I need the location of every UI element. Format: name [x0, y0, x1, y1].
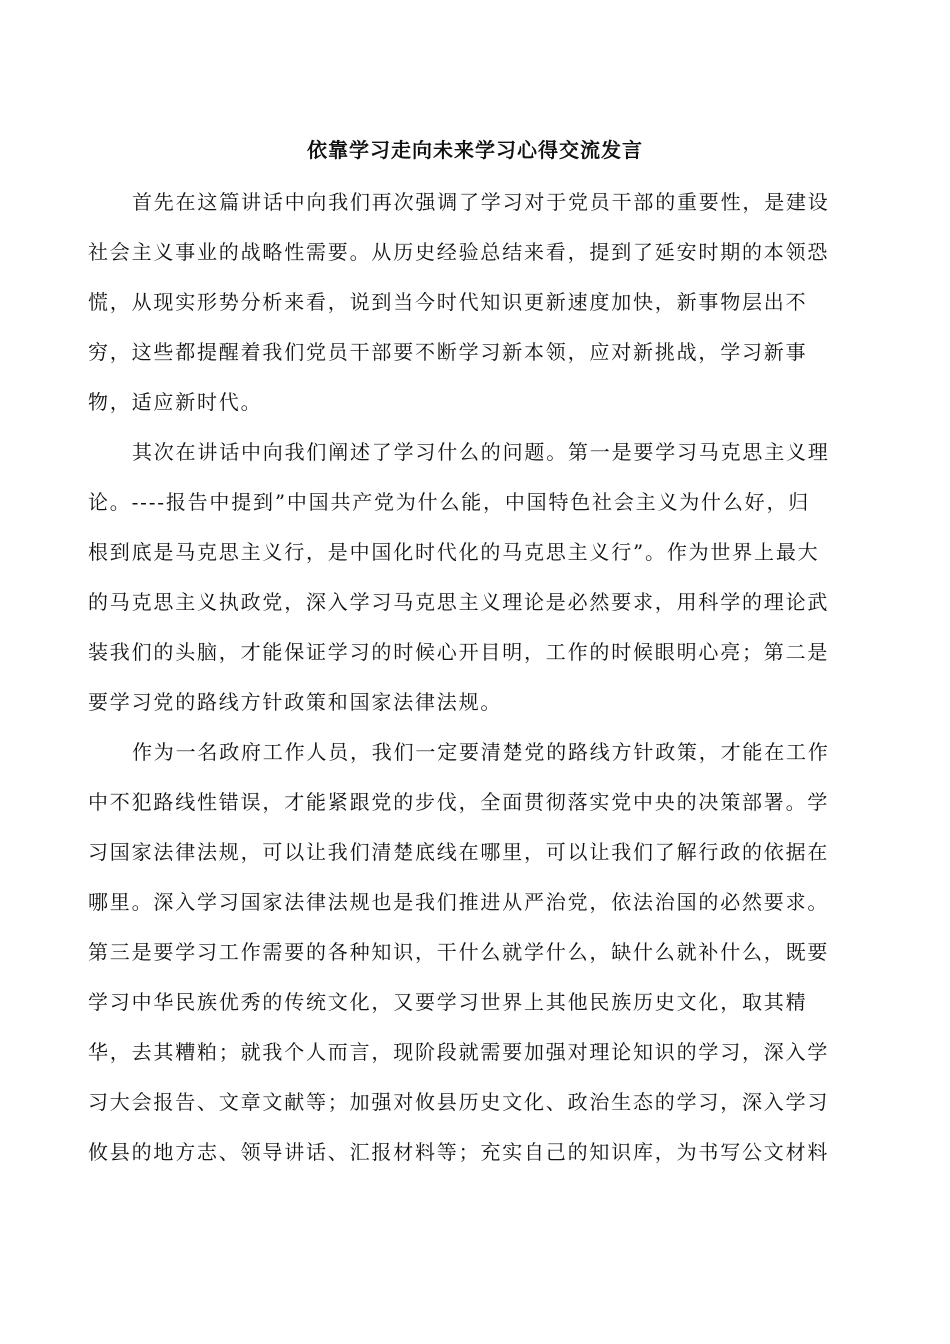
paragraph-line: 社会主义事业的战略性需要。从历史经验总结来看，提到了延安时期的本领恐 — [88, 240, 830, 264]
paragraph-line: 习国家法律法规，可以让我们清楚底线在哪里，可以让我们了解行政的依据在 — [88, 840, 830, 864]
paragraph-line: 要学习党的路线方针政策和国家法律法规。 — [88, 690, 503, 714]
paragraph-line: 首先在这篇讲话中向我们再次强调了学习对于党员干部的重要性，是建设 — [132, 190, 830, 214]
paragraph-line: 物，适应新时代。 — [88, 390, 263, 414]
paragraph-line: 其次在讲话中向我们阐述了学习什么的问题。第一是要学习马克思主义理 — [132, 440, 830, 464]
paragraph-line: 第三是要学习工作需要的各种知识，干什么就学什么，缺什么就补什么，既要 — [88, 940, 830, 964]
paragraph-line: 慌，从现实形势分析来看，说到当今时代知识更新速度加快，新事物层出不 — [88, 290, 808, 314]
paragraph-line: 习大会报告、文章文献等；加强对攸县历史文化、政治生态的学习，深入学习 — [88, 1090, 830, 1114]
document-title: 依靠学习走向未来学习心得交流发言 — [307, 138, 643, 162]
paragraph-line: 论。----报告中提到”中国共产党为什么能，中国特色社会主义为什么好，归 — [88, 490, 811, 514]
paragraph-line: 作为一名政府工作人员，我们一定要清楚党的路线方针政策，才能在工作 — [132, 740, 830, 764]
paragraph-line: 根到底是马克思主义行，是中国化时代化的马克思主义行”。作为世界上最大 — [88, 540, 820, 564]
paragraph-line: 哪里。深入学习国家法律法规也是我们推进从严治党，依法治国的必然要求。 — [88, 890, 830, 914]
paragraph-line: 的马克思主义执政党，深入学习马克思主义理论是必然要求，用科学的理论武 — [88, 590, 830, 614]
paragraph-line: 装我们的头脑，才能保证学习的时候心开目明，工作的时候眼明心亮；第二是 — [88, 640, 830, 664]
paragraph-line: 学习中华民族优秀的传统文化，又要学习世界上其他民族历史文化，取其精 — [88, 990, 808, 1014]
paragraph-line: 攸县的地方志、领导讲话、汇报材料等；充实自己的知识库，为书写公文材料 — [88, 1140, 830, 1164]
paragraph-line: 中不犯路线性错误，才能紧跟党的步伐，全面贯彻落实党中央的决策部署。学 — [88, 790, 830, 814]
paragraph-line: 华，去其糟粕；就我个人而言，现阶段就需要加强对理论知识的学习，深入学 — [88, 1040, 830, 1064]
paragraph-line: 穷，这些都提醒着我们党员干部要不断学习新本领，应对新挑战，学习新事 — [88, 340, 808, 364]
